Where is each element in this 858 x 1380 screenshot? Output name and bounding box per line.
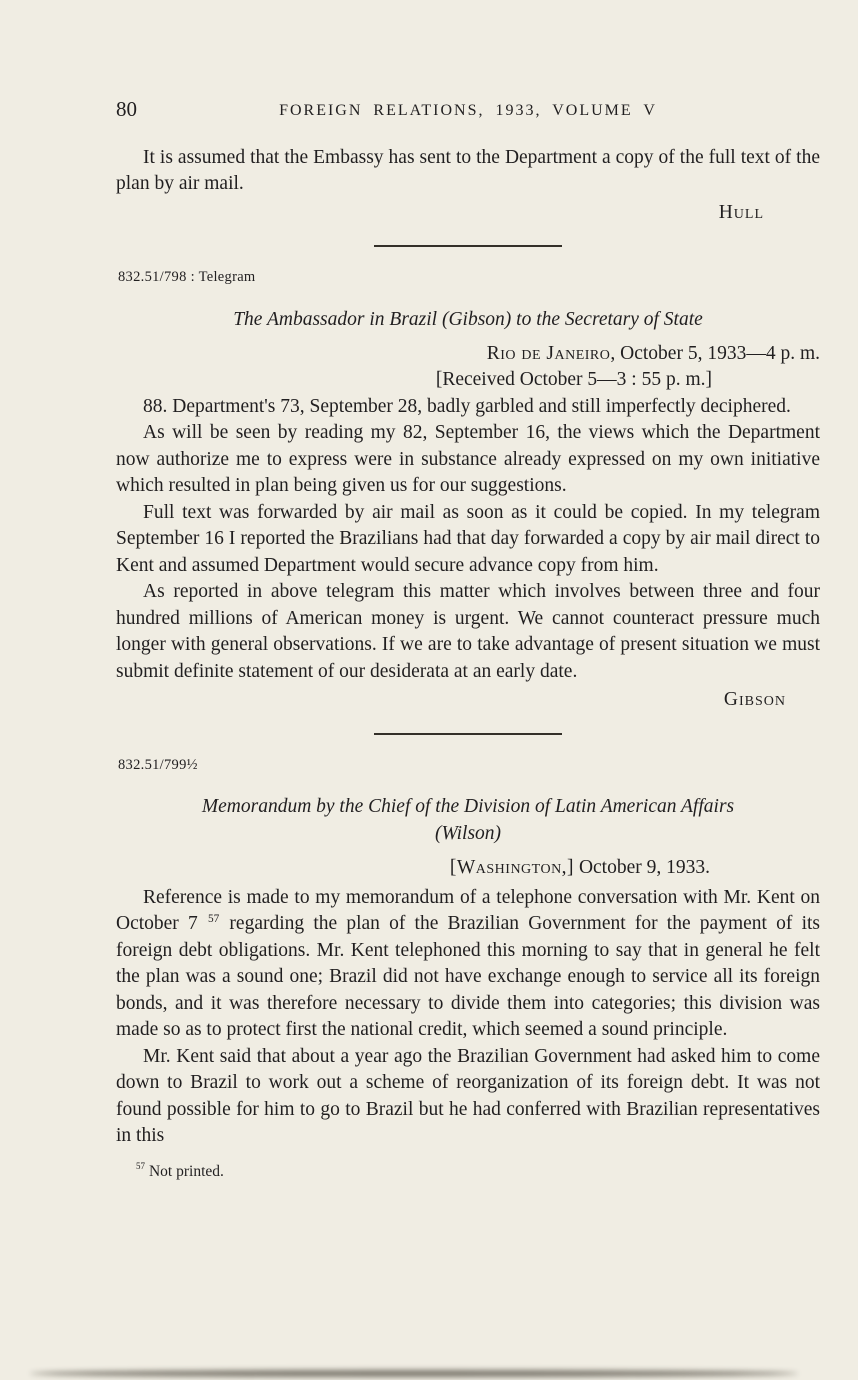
footnote-reference: 57 [207, 912, 220, 925]
received-line: [Received October 5—3 : 55 p. m.] [435, 369, 712, 390]
body-paragraph: As will be seen by reading my 82, September 16, the views which the Department now authorize me to express were in substance already expressed on my own initiative which resulted in plan being given us for our suggestions. [116, 422, 820, 496]
paragraph-text: regarding the plan of the Brazilian Government for the payment of its foreign debt obligations. Mr. Kent telephoned this morning to say that in general he felt the plan was a sound one; Brazil did not have exchange enough to service all its foreign bonds, and it was therefore necessary to divide them into categories; this division was made so as to protect first the national credit, which seemed a sound principle. [116, 913, 820, 1040]
dateline-place: Rio de Janeiro [486, 342, 611, 364]
document-title-line2: (Wilson) [434, 823, 502, 844]
dateline [116, 855, 820, 882]
body-paragraph: It is assumed that the Embassy has sent to the Department a copy of the full text of the plan by air mail. [116, 146, 820, 194]
paragraph-text: Reference is made to my memorandum of a telephone conversation with Mr. Kent on October 7 [116, 886, 820, 934]
dateline [116, 341, 820, 368]
file-reference: 832.51/798 : Telegram [118, 269, 256, 285]
body-paragraph [116, 885, 820, 1044]
dateline-date: , October 5, 1933—4 p. m. [610, 342, 820, 364]
footnote [116, 1162, 820, 1182]
body-paragraph: 88. Department's 73, September 28, badly garbled and still imperfectly deciphered. [143, 395, 791, 417]
telegram-document [116, 264, 820, 714]
signature-hull: Hull [718, 201, 764, 223]
document-title: The Ambassador in Brazil (Gibson) to the Secretary of State [233, 308, 703, 330]
page-edge-shadow [30, 1370, 798, 1377]
file-reference: 832.51/799½ [118, 756, 198, 773]
page-number: 80 [116, 97, 137, 121]
dateline-place: [Washington,] [449, 857, 575, 878]
section-divider [374, 733, 562, 735]
document-title-line1: Memorandum by the Chief of the Division of Latin American Affairs [201, 796, 735, 817]
body-paragraph: Mr. Kent said that about a year ago the Brazilian Government had asked him to come down to Brazil to work out a scheme of reorganization of its foreign debt. It was not found possible for him to go to Brazil but he had conferred with Brazilian representatives in this [116, 1045, 820, 1146]
memorandum-document [116, 752, 820, 1150]
section-divider [374, 245, 562, 247]
dateline-date: October 9, 1933. [574, 857, 710, 878]
running-title: FOREIGN RELATIONS, 1933, VOLUME V [279, 102, 657, 119]
body-paragraph: As reported in above telegram this matter which involves between three and four hundred millions of American money is urgent. We cannot counteract pressure much longer with general observations. If we are to take advantage of present situation we must submit definite statement of our desiderata at an early date. [116, 581, 820, 682]
footnote-text: Not printed. [148, 1162, 224, 1180]
hull-closing-section [116, 145, 820, 227]
page-header [116, 98, 820, 125]
body-paragraph: Full text was forwarded by air mail as soon as it could be copied. In my telegram September 16 I reported the Brazilians had that day forwarded a copy by air mail direct to Kent and assumed Department would secure advance copy from him. [116, 501, 820, 576]
signature-gibson: Gibson [723, 689, 786, 710]
footnote-marker: 57 [136, 1161, 145, 1172]
document-title [116, 793, 820, 847]
